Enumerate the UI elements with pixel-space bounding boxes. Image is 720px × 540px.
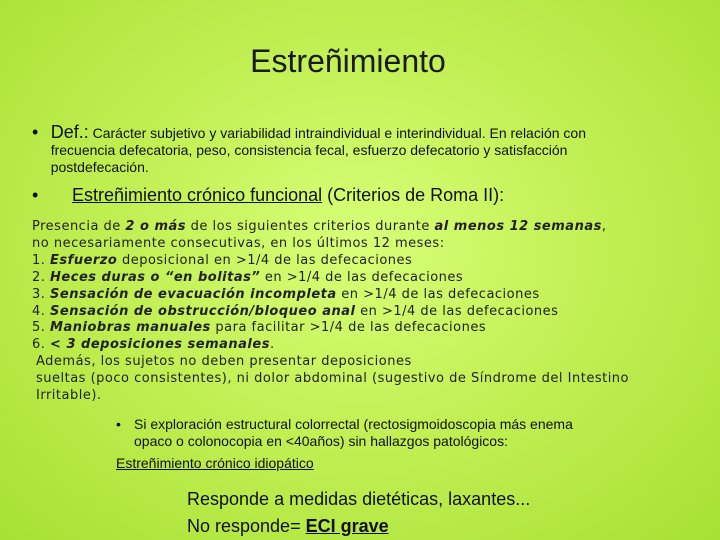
intro-bold-duration: al menos 12 semanas [434,219,602,234]
definition-text [51,124,592,176]
criteria-footer: Irritable). [36,388,102,404]
chronic-label: Estreñimiento crónico funcional [72,185,323,205]
item-bold: < 3 deposiciones semanales [50,337,270,353]
exploration-bullet [116,416,656,450]
severe-label: ECI grave [305,516,389,536]
item-rest: en >1/4 de las defecaciones [355,303,559,319]
item-bold: Sensación de obstrucción/bloqueo anal [50,303,356,319]
criteria-item [32,287,712,304]
item-rest: . [269,337,275,353]
criteria-item [32,253,712,270]
bullet-icon: • [32,122,39,142]
item-rest: para facilitar >1/4 de las defecaciones [210,320,487,336]
item-bold: Maniobras manuales [50,320,211,336]
definition-bullet [32,124,592,176]
intro-text: Presencia de [32,219,126,234]
criteria-footer: sueltas (poco consistentes), ni dolor abdominal (sugestivo de Síndrome del Intestino [36,371,629,387]
definition-body: Carácter subjetivo y variabilidad intraindividual e interindividual. En relación con frecuencia defecatoria, peso, consistencia fecal, esfuerzo defecatorio y satisfacción postdefecación. [50,125,586,175]
criteria-intro [32,219,712,236]
item-rest: en >1/4 de las defecaciones [336,286,540,302]
criteria-item [32,304,712,321]
criteria-item [32,270,712,287]
idiopathic-label: Estreñimiento crónico idiopático [116,455,314,471]
chronic-bullet [32,184,504,206]
chronic-heading [72,184,504,206]
criteria-item [32,320,712,337]
item-number: 4. [32,303,51,319]
criteria-intro-line2: no necesariamente consecutivas, en los últimos 12 meses: [32,235,445,251]
criteria-footer: Además, los sujetos no deben presentar deposiciones [36,354,412,370]
item-bold: Heces duras o “en bolitas” [50,269,261,285]
exploration-line: opaco o colonocopia en <40años) sin hallazgos patológicos: [134,433,508,449]
exploration-line: Si exploración estructural colorrectal (rectosigmoidoscopia más enema [134,416,573,432]
criteria-item [32,337,712,354]
item-number: 6. [32,337,51,353]
severe-line [187,513,530,540]
item-number: 5. [32,320,51,336]
item-number: 2. [32,269,51,285]
definition-lead: Def.: [50,122,89,142]
item-bold: Esfuerzo [50,252,118,268]
severe-prefix: No responde= [187,516,306,536]
bullet-icon: • [116,416,121,432]
response-line: Responde a medidas dietéticas, laxantes... [187,489,531,509]
rome-criteria [32,219,712,405]
intro-text: de los siguientes criterios durante [186,219,435,234]
item-number: 1. [32,252,51,268]
chronic-rest: (Criterios de Roma II): [322,185,505,205]
item-bold: Sensación de evacuación incompleta [50,286,337,302]
bullet-icon: • [32,185,39,205]
response-block [187,486,530,540]
item-rest: en >1/4 de las defecaciones [260,269,464,285]
item-number: 3. [32,286,51,302]
intro-bold-count: 2 o más [125,219,187,234]
item-rest: deposicional en >1/4 de las defecaciones [117,252,413,268]
intro-text: , [601,219,607,234]
slide-title: Estreñimiento [250,43,446,79]
